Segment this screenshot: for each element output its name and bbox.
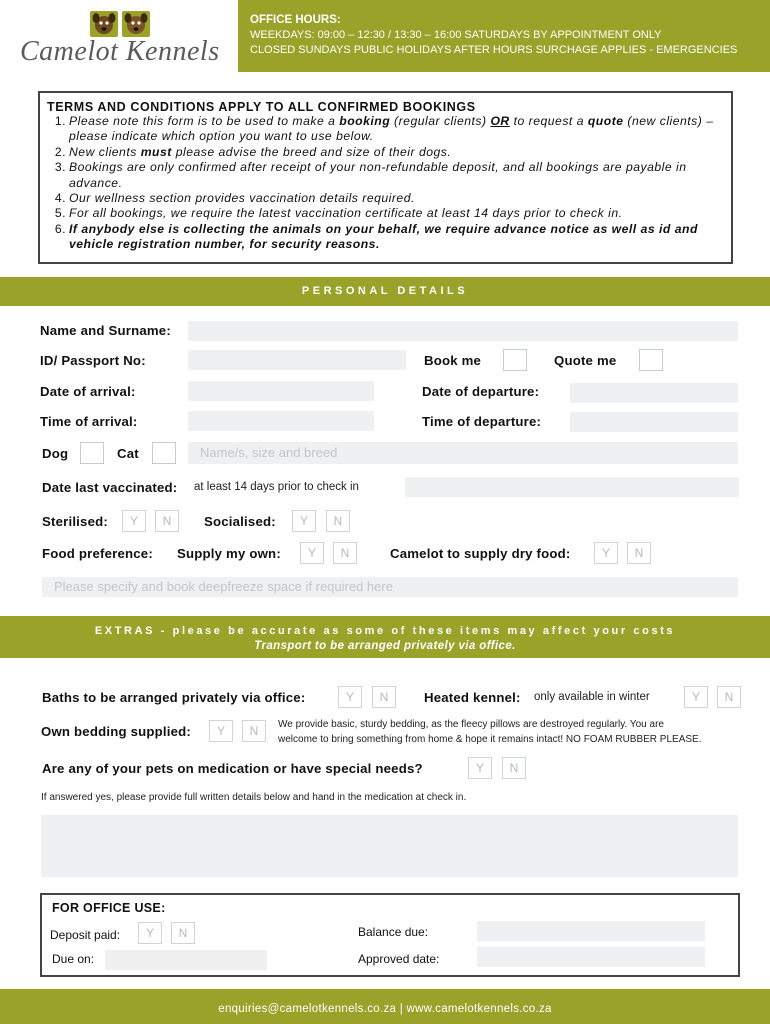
term-item: 4. Our wellness section provides vaccination details required. bbox=[54, 191, 415, 206]
arrival-date-label: Date of arrival: bbox=[40, 384, 136, 399]
balance-due-input[interactable] bbox=[477, 921, 705, 941]
id-input[interactable] bbox=[188, 350, 406, 370]
arrival-date-input[interactable] bbox=[188, 381, 374, 401]
medication-label: Are any of your pets on medication or have special needs? bbox=[42, 761, 423, 776]
terms-box bbox=[38, 91, 733, 264]
term-item: 5. For all bookings, we require the latest vaccination certificate at least 14 days prior to check in. bbox=[54, 206, 623, 221]
name-label: Name and Surname: bbox=[40, 323, 171, 338]
bedding-note: We provide basic, sturdy bedding, as the fleecy pillows are destroyed regularly. You are welcome to bring something from home & hope it remains intact! NO FOAM RUBBER PLEASE. bbox=[278, 719, 702, 745]
book-me-checkbox[interactable] bbox=[503, 349, 527, 371]
pet-details-input[interactable]: Name/s, size and breed bbox=[188, 442, 738, 464]
vaccinated-label: Date last vaccinated: bbox=[42, 480, 178, 495]
extras-header bbox=[0, 616, 770, 658]
medication-yes[interactable]: Y bbox=[468, 757, 492, 779]
vaccinated-note: at least 14 days prior to check in bbox=[194, 481, 359, 493]
terms-list bbox=[47, 114, 725, 253]
term-item: 6. If anybody else is collecting the animals on your behalf, we require advance notice as well as id and vehicle registration number, for security reasons. bbox=[54, 221, 698, 252]
vaccinated-date-input[interactable] bbox=[405, 477, 739, 497]
baths-no[interactable]: N bbox=[372, 686, 396, 708]
arrival-time-input[interactable] bbox=[188, 411, 374, 431]
due-on-input[interactable] bbox=[105, 950, 267, 970]
supply-own-label: Supply my own: bbox=[177, 546, 281, 561]
office-hours-closed: CLOSED SUNDAYS PUBLIC HOLIDAYS AFTER HOURS SURCHAGE APPLIES - EMERGENCIES bbox=[250, 44, 738, 56]
heated-kennel-yes[interactable]: Y bbox=[684, 686, 708, 708]
dog-label: Dog bbox=[42, 446, 69, 461]
camelot-supply-label: Camelot to supply dry food: bbox=[390, 546, 571, 561]
medication-details-input[interactable] bbox=[41, 815, 738, 877]
id-label: ID/ Passport No: bbox=[40, 353, 146, 368]
medication-no[interactable]: N bbox=[502, 757, 526, 779]
socialised-yes[interactable]: Y bbox=[292, 510, 316, 532]
medication-note: If answered yes, please provide full written details below and hand in the medication at check in. bbox=[41, 792, 467, 803]
deposit-yes[interactable]: Y bbox=[138, 922, 162, 944]
bedding-no[interactable]: N bbox=[242, 720, 266, 742]
camelot-supply-yes[interactable]: Y bbox=[594, 542, 618, 564]
office-hours-weekdays: WEEKDAYS: 09:00 – 12:30 / 13:30 – 16:00 SATURDAYS BY APPOINTMENT ONLY bbox=[250, 29, 662, 41]
approved-date-label: Approved date: bbox=[358, 952, 440, 966]
deposit-paid-label: Deposit paid: bbox=[50, 928, 121, 942]
socialised-label: Socialised: bbox=[204, 514, 276, 529]
departure-date-label: Date of departure: bbox=[422, 384, 540, 399]
term-item: 2. New clients must please advise the breed and size of their dogs. bbox=[54, 144, 452, 159]
departure-date-input[interactable] bbox=[570, 383, 738, 403]
cat-checkbox[interactable] bbox=[152, 442, 176, 464]
departure-time-label: Time of departure: bbox=[422, 414, 542, 429]
heated-kennel-label: Heated kennel: bbox=[424, 690, 521, 705]
supply-own-yes[interactable]: Y bbox=[300, 542, 324, 564]
sterilised-label: Sterilised: bbox=[42, 514, 108, 529]
name-input[interactable] bbox=[188, 321, 738, 341]
bedding-label: Own bedding supplied: bbox=[41, 724, 191, 739]
office-hours-banner bbox=[238, 0, 770, 72]
dog-checkbox[interactable] bbox=[80, 442, 104, 464]
sterilised-yes[interactable]: Y bbox=[122, 510, 146, 532]
footer-contact[interactable]: enquiries@camelotkennels.co.za | www.camelotkennels.co.za bbox=[0, 989, 770, 1024]
camelot-supply-no[interactable]: N bbox=[627, 542, 651, 564]
office-hours-title: OFFICE HOURS: bbox=[250, 14, 341, 26]
supply-own-no[interactable]: N bbox=[333, 542, 357, 564]
deposit-no[interactable]: N bbox=[171, 922, 195, 944]
personal-details-header: PERSONAL DETAILS bbox=[0, 277, 770, 306]
baths-yes[interactable]: Y bbox=[338, 686, 362, 708]
extras-subtitle: Transport to be arranged privately via office. bbox=[254, 640, 516, 652]
bedding-yes[interactable]: Y bbox=[209, 720, 233, 742]
arrival-time-label: Time of arrival: bbox=[40, 414, 138, 429]
logo-wordmark: Camelot Kennels bbox=[20, 36, 220, 67]
book-me-label: Book me bbox=[424, 353, 482, 368]
quote-me-checkbox[interactable] bbox=[639, 349, 663, 371]
extras-title: EXTRAS - please be accurate as some of these items may affect your costs bbox=[94, 625, 676, 637]
heated-kennel-note: only available in winter bbox=[534, 691, 650, 703]
socialised-no[interactable]: N bbox=[326, 510, 350, 532]
term-item: 1. Please note this form is to be used to make a booking (regular clients) OR to request a quote (new clients) – please indicate which option you want to use below. bbox=[54, 114, 714, 144]
approved-date-input[interactable] bbox=[477, 947, 705, 967]
heated-kennel-no[interactable]: N bbox=[717, 686, 741, 708]
terms-title: TERMS AND CONDITIONS APPLY TO ALL CONFIRMED BOOKINGS bbox=[47, 100, 476, 114]
baths-label: Baths to be arranged privately via office: bbox=[42, 690, 306, 705]
quote-me-label: Quote me bbox=[554, 353, 617, 368]
cat-label: Cat bbox=[117, 446, 139, 461]
sterilised-no[interactable]: N bbox=[155, 510, 179, 532]
departure-time-input[interactable] bbox=[570, 412, 738, 432]
term-item: 3. Bookings are only confirmed after receipt of your non-refundable deposit, and all bookings are payable in advance. bbox=[54, 160, 687, 190]
balance-due-label: Balance due: bbox=[358, 925, 429, 939]
deepfreeze-input[interactable]: Please specify and book deepfreeze space if required here bbox=[42, 577, 738, 597]
food-preference-label: Food preference: bbox=[42, 546, 153, 561]
due-on-label: Due on: bbox=[52, 952, 95, 966]
office-use-title: FOR OFFICE USE: bbox=[52, 901, 166, 915]
